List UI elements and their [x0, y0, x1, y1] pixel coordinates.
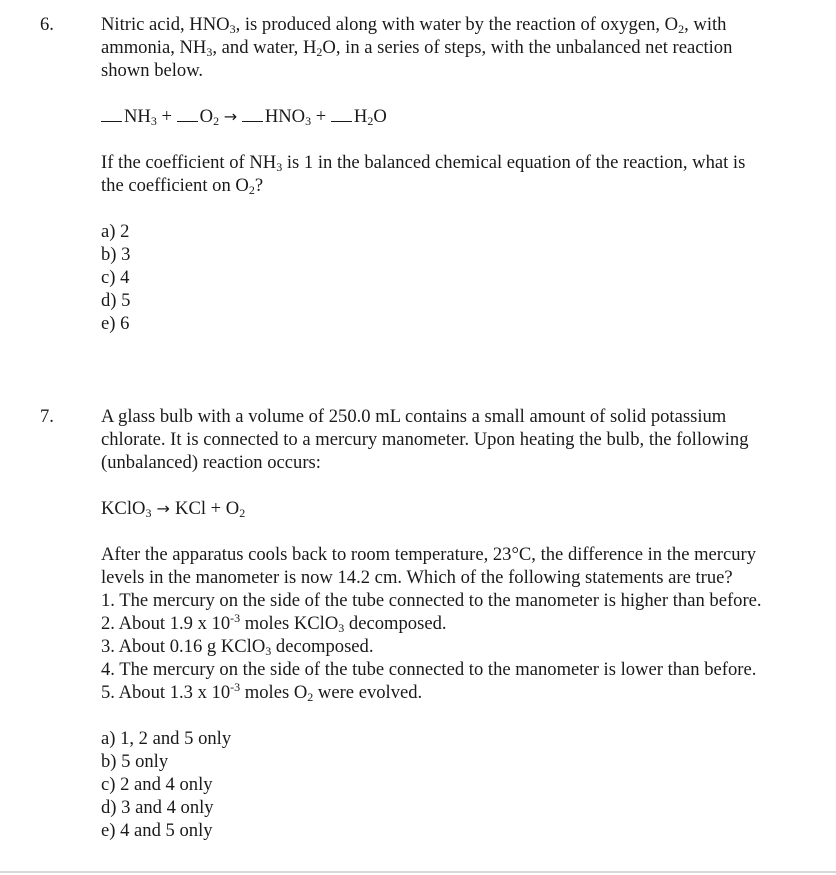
answer-choice: e) 4 and 5 only — [101, 820, 213, 841]
statement: 1. The mercury on the side of the tube connected to the manometer is higher than before. — [101, 590, 762, 611]
coefficient-blank — [242, 107, 263, 122]
question-stem: chlorate. It is connected to a mercury manometer. Upon heating the bulb, the following — [101, 429, 749, 450]
reaction-arrow-icon: → — [151, 499, 176, 518]
coefficient-blank — [331, 107, 352, 122]
statement: 5. About 1.3 x $10^{-3}$ moles $O_2$ were evolved. — [101, 680, 423, 704]
question-number: 7. — [40, 406, 54, 427]
answer-choices — [101, 727, 817, 842]
chemical-equation: KClO$_3$ → KCl + $O_2$ — [101, 498, 246, 520]
question-number: 6. — [40, 14, 54, 35]
answer-choice: d) 3 and 4 only — [101, 797, 214, 818]
chemical-equation: $NH_3 + O_2 \to HNO_3 + H_2O$ — [101, 105, 817, 128]
question-prompt: levels in the manometer is now 14.2 cm. Which of the following statements are true? — [101, 567, 733, 588]
question-prompt: the coefficient on $O_2$? — [101, 175, 264, 197]
answer-choice: d) 5 — [101, 290, 131, 311]
question-prompt: After the apparatus cools back to room temperature, 23°C, the difference in the mercury — [101, 544, 757, 565]
statement: 4. The mercury on the side of the tube connected to the manometer is lower than before. — [101, 659, 757, 680]
question-7 — [101, 405, 817, 842]
answer-choice: c) 4 — [101, 267, 130, 288]
page-bottom-divider — [0, 871, 836, 873]
question-stem: ammonia, $NH_3$, and water, $H_2O$, in a series of steps, with the unbalanced net reaction — [101, 37, 733, 59]
coefficient-blank — [101, 107, 122, 122]
question-stem: Nitric acid, $HNO_3$, is produced along with water by the reaction of oxygen, $O_2$, with — [101, 14, 727, 36]
question-prompt: If the coefficient of $NH_3$ is 1 in the balanced chemical equation of the reaction, what is — [101, 152, 746, 174]
answer-choice: a) 1, 2 and 5 only — [101, 728, 232, 749]
answer-choice: b) 5 only — [101, 751, 169, 772]
question-stem: A glass bulb with a volume of 250.0 mL contains a small amount of solid potassium — [101, 406, 727, 427]
statement: 2. About 1.9 x $10^{-3}$ moles KClO$_3$ decomposed. — [101, 611, 447, 635]
question-stem: (unbalanced) reaction occurs: — [101, 452, 321, 473]
answer-choices — [101, 220, 817, 335]
answer-choice: a) 2 — [101, 221, 130, 242]
answer-choice: b) 3 — [101, 244, 131, 265]
statement: 3. About 0.16 g KClO$_3$ decomposed. — [101, 636, 374, 658]
question-stem: shown below. — [101, 60, 204, 81]
question-6 — [101, 13, 817, 335]
answer-choice: c) 2 and 4 only — [101, 774, 213, 795]
reaction-arrow-icon: → — [223, 107, 238, 126]
coefficient-blank — [177, 107, 198, 122]
answer-choice: e) 6 — [101, 313, 130, 334]
